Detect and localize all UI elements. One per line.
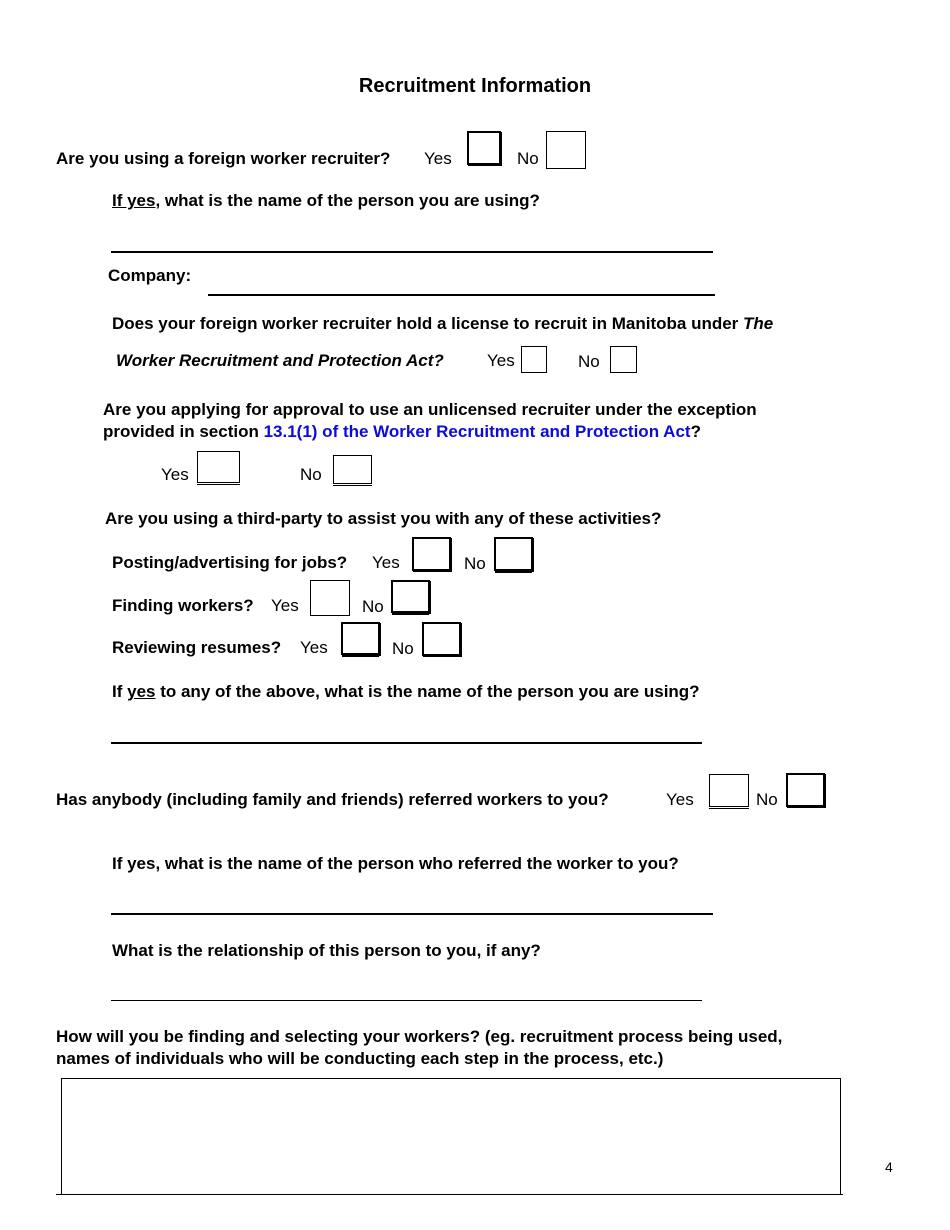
q1-yes-label: Yes: [424, 149, 452, 168]
q5b-question: What is the relationship of this person to you, if any?: [112, 941, 541, 960]
answer-box-underline: [56, 1194, 843, 1195]
company-label: Company:: [108, 266, 192, 285]
q5a-question: If yes, what is the name of the person who referred the worker to you?: [112, 854, 679, 873]
activity-finding-no-checkbox[interactable]: [391, 580, 430, 613]
q2-question-line2: Worker Recruitment and Protection Act?: [116, 351, 444, 370]
q4-question: Are you using a third-party to assist you with any of these activities?: [105, 509, 662, 528]
activity-finding-no-label: No: [362, 597, 384, 616]
recruiter-name-field[interactable]: [111, 251, 713, 253]
q5-yes-label: Yes: [666, 790, 694, 809]
q2-no-checkbox[interactable]: [610, 346, 637, 373]
q3-question-line2: provided in section 13.1(1) of the Worker Recruitment and Protection Act?: [103, 422, 701, 441]
activity-finding-yes-label: Yes: [271, 596, 299, 615]
activity-reviewing-no-label: No: [392, 639, 414, 658]
q6-question-line2: names of individuals who will be conducting each step in the process, etc.): [56, 1049, 664, 1068]
page-title: Recruitment Information: [358, 75, 592, 97]
q2-yes-checkbox[interactable]: [521, 346, 547, 373]
q3-yes-label: Yes: [161, 465, 189, 484]
activity-reviewing-no-checkbox[interactable]: [422, 622, 461, 656]
company-field[interactable]: [208, 294, 715, 296]
q5-no-label: No: [756, 790, 778, 809]
q5-yes-checkbox[interactable]: [709, 774, 749, 807]
q1-yes-checkbox[interactable]: [467, 131, 501, 165]
activity-finding-label: Finding workers?: [112, 596, 254, 615]
activity-posting-yes-label: Yes: [372, 553, 400, 572]
q6-question-line1: How will you be finding and selecting your workers? (eg. recruitment process being used,: [56, 1027, 783, 1046]
q5-no-checkbox[interactable]: [786, 773, 825, 807]
page-number: 4: [885, 1159, 893, 1175]
q2-no-label: No: [578, 352, 600, 371]
selection-process-textarea[interactable]: [61, 1078, 841, 1195]
q1-no-checkbox[interactable]: [546, 131, 586, 169]
section-13-link[interactable]: 13.1(1) of the Worker Recruitment and Protection Act: [263, 422, 691, 441]
q3-yes-checkbox[interactable]: [197, 451, 240, 483]
q3-question-line1: Are you applying for approval to use an unlicensed recruiter under the exception: [103, 400, 757, 419]
q2-question-line1: Does your foreign worker recruiter hold a license to recruit in Manitoba under The: [112, 314, 774, 333]
q4a-question: If yes to any of the above, what is the name of the person you are using?: [112, 682, 700, 701]
third-party-name-field[interactable]: [111, 742, 702, 744]
q3-no-label: No: [300, 465, 322, 484]
q2-yes-label: Yes: [487, 351, 515, 370]
activity-posting-no-checkbox[interactable]: [494, 537, 533, 571]
activity-posting-yes-checkbox[interactable]: [412, 537, 451, 571]
q3-no-checkbox[interactable]: [333, 455, 372, 484]
activity-reviewing-yes-label: Yes: [300, 638, 328, 657]
activity-posting-no-label: No: [464, 554, 486, 573]
q1-no-label: No: [517, 149, 539, 168]
q1-question: Are you using a foreign worker recruiter?: [56, 149, 391, 168]
activity-finding-yes-checkbox[interactable]: [310, 580, 350, 616]
referrer-name-field[interactable]: [111, 913, 713, 915]
q5-question: Has anybody (including family and friends) referred workers to you?: [56, 790, 609, 809]
activity-reviewing-yes-checkbox[interactable]: [341, 622, 380, 655]
relationship-field[interactable]: [111, 1000, 702, 1001]
activity-posting-label: Posting/advertising for jobs?: [112, 553, 348, 572]
q1a-question: If yes, what is the name of the person you are using?: [112, 191, 540, 210]
activity-reviewing-label: Reviewing resumes?: [112, 638, 282, 657]
